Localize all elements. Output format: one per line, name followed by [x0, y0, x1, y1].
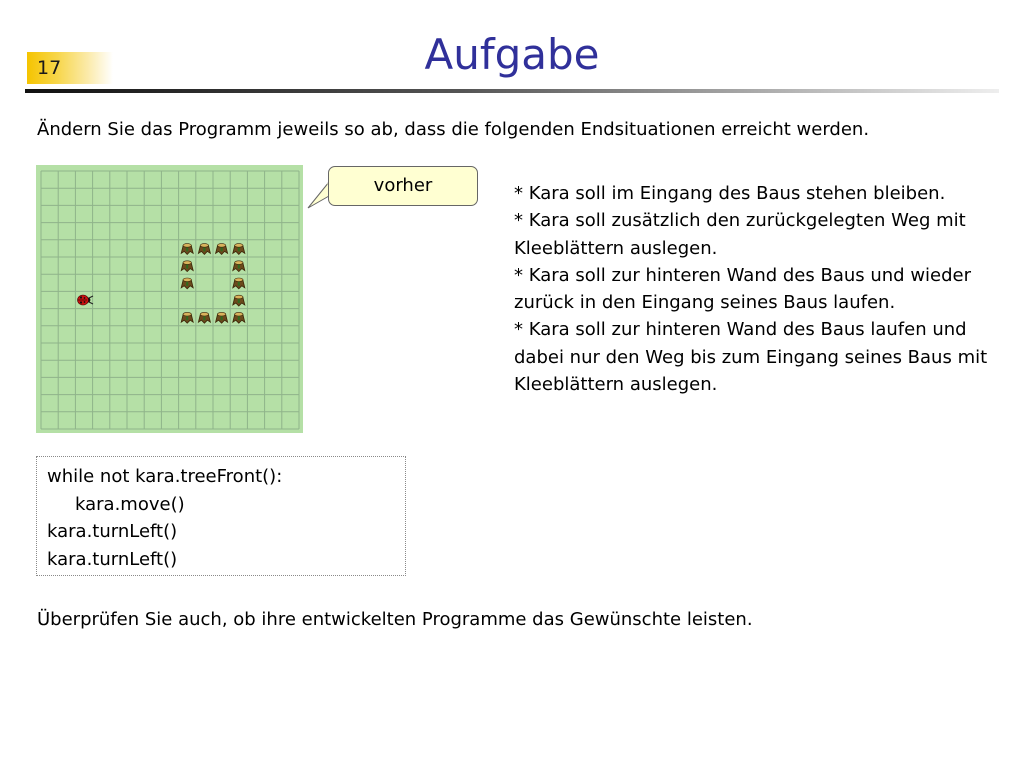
tree-stump-icon — [198, 312, 210, 323]
task-item: * Kara soll zur hinteren Wand des Baus und wieder zurück in den Eingang seines Baus laufen. — [514, 264, 972, 314]
callout-label: vorher — [373, 175, 433, 196]
task-item: * Kara soll zusätzlich den zurückgelegten Weg mit Kleeblättern auslegen. — [514, 210, 966, 259]
world-canvas — [36, 165, 303, 433]
code-block — [36, 456, 406, 576]
code-line: kara.move() — [75, 493, 185, 515]
tree-stump-icon — [233, 278, 245, 289]
task-item: * Kara soll im Eingang des Baus stehen bleiben. — [514, 183, 946, 204]
task-item: * Kara soll zur hinteren Wand des Baus laufen und dabei nur den Weg bis zum Eingang seines Baus mit Kleeblättern auslegen. — [514, 319, 988, 396]
tree-stump-icon — [198, 244, 210, 255]
tree-stump-icon — [181, 244, 193, 255]
tree-stump-icon — [233, 295, 245, 306]
tree-stump-icon — [233, 261, 245, 272]
tree-stump-icon — [233, 312, 245, 323]
tree-stump-icon — [216, 312, 228, 323]
ladybug-icon — [78, 295, 94, 305]
code-line: kara.turnLeft() — [47, 521, 178, 542]
tree-stump-icon — [181, 261, 193, 272]
title-divider — [25, 89, 999, 93]
tree-stump-icon — [181, 312, 193, 323]
code-line: while not kara.treeFront(): — [47, 466, 283, 487]
slide-title — [0, 30, 1024, 79]
tree-stump-icon — [181, 278, 193, 289]
slide-title-text: Aufgabe — [424, 30, 600, 79]
task-list — [514, 180, 1004, 398]
intro-text: Ändern Sie das Programm jeweils so ab, dass die folgenden Endsituationen erreicht werden. — [37, 119, 870, 140]
tree-stump-icon — [233, 244, 245, 255]
kara-world-grid — [36, 165, 303, 433]
slide-number: 17 — [37, 57, 62, 79]
code-line: kara.turnLeft() — [47, 548, 178, 570]
callout-vorher — [328, 166, 478, 206]
tree-stump-icon — [216, 244, 228, 255]
outro-text: Überprüfen Sie auch, ob ihre entwickelten Programme das Gewünschte leisten. — [37, 609, 753, 630]
